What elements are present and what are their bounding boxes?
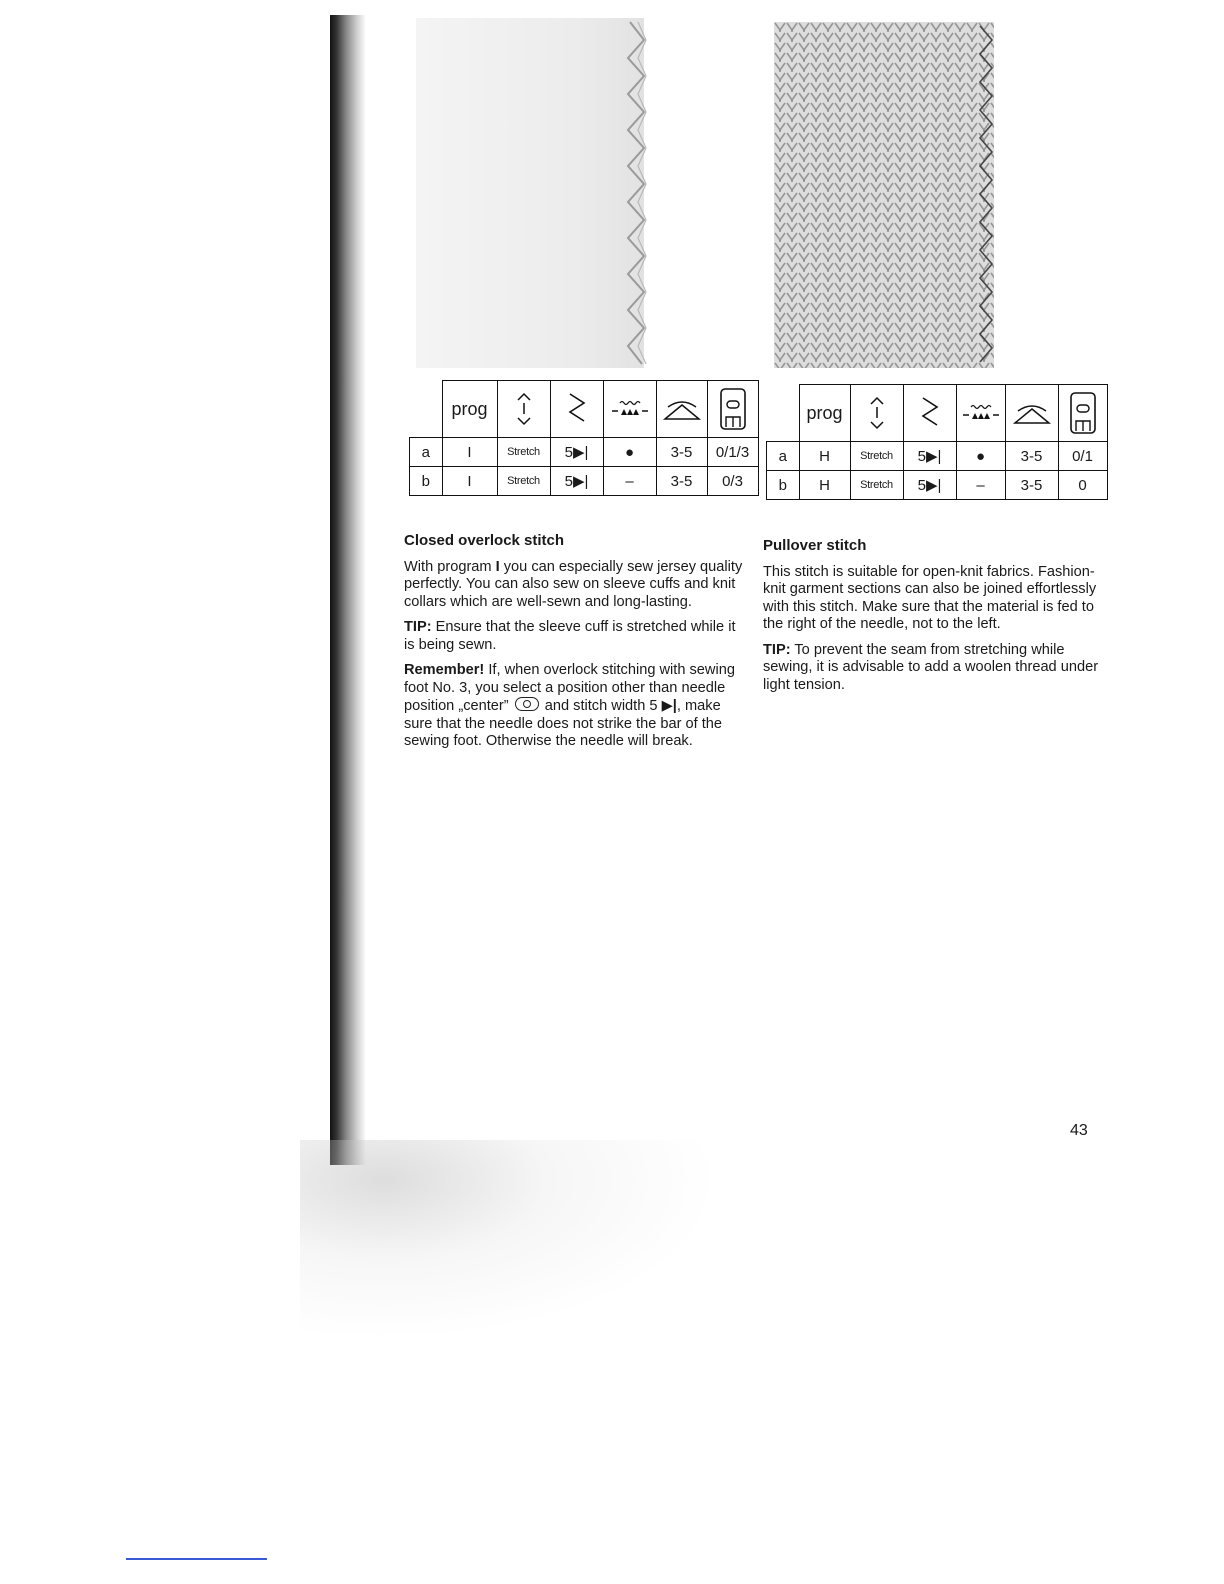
prog-value: H: [799, 442, 850, 471]
pullover-section: [763, 537, 1105, 702]
presser-foot-icon: [707, 381, 758, 438]
pullover-settings-table: [766, 384, 1108, 500]
overlock-section: [404, 532, 746, 759]
tension-value: 3-5: [1005, 471, 1058, 500]
remember-text: and stitch width 5: [540, 698, 662, 714]
foot-value: 0: [1058, 471, 1107, 500]
tension-value: 3-5: [1005, 442, 1058, 471]
stitch-width-icon: [550, 381, 603, 438]
thread-tension-icon: [656, 381, 707, 438]
presser-foot-icon: [1058, 385, 1107, 442]
feed-dog-value: –: [956, 471, 1005, 500]
paragraph: This stitch is suitable for open-knit fabrics. Fashion-knit garment sections can also be joined effortlessly with this stitch. Make sure that the material is fed to the right of the needle, not to the left.: [763, 563, 1097, 632]
blank-cell: [767, 385, 800, 442]
feed-dog-icon: [956, 385, 1005, 442]
stretch-value: Stretch: [497, 467, 550, 496]
width-value: 5▶|: [903, 442, 956, 471]
scan-edge-line: [126, 1558, 267, 1560]
tip-label: TIP:: [763, 641, 791, 658]
table-row: [767, 442, 1108, 471]
thread-tension-icon: [1005, 385, 1058, 442]
overlock-settings-table: [409, 380, 759, 496]
needle-center-icon: [515, 697, 539, 711]
foot-value: 0/1: [1058, 442, 1107, 471]
prog-value: H: [799, 471, 850, 500]
paragraph: [404, 559, 746, 612]
page-number: 43: [1070, 1122, 1088, 1139]
program-letter: I: [495, 558, 500, 575]
tip-text: Ensure that the sleeve cuff is stretched while it is being sewn.: [404, 619, 736, 653]
table-row: [410, 467, 759, 496]
stitch-width-icon: [903, 385, 956, 442]
prog-value: I: [442, 467, 497, 496]
tip-label: TIP:: [404, 619, 432, 635]
overlock-stitch-photo: [416, 18, 656, 368]
foot-value: 0/3: [707, 467, 758, 496]
foot-value: 0/1/3: [707, 438, 758, 467]
width-symbol: ▶|: [661, 698, 677, 714]
row-label: a: [410, 438, 443, 467]
width-value: 5▶|: [550, 467, 603, 496]
paragraph-text: you can especially sew jersey quality perfectly. You can also sew on sleeve cuffs and knit collars which are well-sewn and long-lasting.: [404, 558, 743, 610]
feed-dog-value: ●: [603, 438, 656, 467]
width-value: 5▶|: [903, 471, 956, 500]
section-title: Closed overlock stitch: [404, 532, 565, 549]
feed-dog-value: –: [603, 467, 656, 496]
tip-text: To prevent the seam from stretching while sewing, it is advisable to add a woolen thread under light tension.: [763, 641, 1099, 693]
pullover-stitch-photo: [774, 22, 1006, 372]
prog-header: prog: [799, 385, 850, 442]
prog-value: I: [442, 438, 497, 467]
section-title: Pullover stitch: [763, 537, 867, 554]
tension-value: 3-5: [656, 438, 707, 467]
feed-dog-icon: [603, 381, 656, 438]
stretch-value: Stretch: [850, 442, 903, 471]
stretch-value: Stretch: [497, 438, 550, 467]
row-label: b: [410, 467, 443, 496]
remember-text: If, when overlock stitching with sewing foot No. 3, you select a position other than needle position „center”: [404, 662, 735, 714]
page-shadow: [300, 1140, 720, 1340]
table-row: [767, 471, 1108, 500]
paragraph-text: With program: [404, 558, 496, 575]
tension-value: 3-5: [656, 467, 707, 496]
blank-cell: [410, 381, 443, 438]
prog-header: prog: [442, 381, 497, 438]
stretch-value: Stretch: [850, 471, 903, 500]
remember-text: , make sure that the needle does not strike the bar of the sewing foot. Otherwise the needle will break.: [404, 698, 723, 749]
tip-paragraph: [763, 642, 1105, 695]
remember-label: Remember!: [404, 662, 485, 678]
needle-position-icon: [497, 381, 550, 438]
tip-paragraph: [404, 619, 746, 654]
needle-position-icon: [850, 385, 903, 442]
book-spine-shadow: [330, 15, 366, 1165]
remember-paragraph: [404, 662, 746, 751]
row-label: b: [767, 471, 800, 500]
table-row: [410, 438, 759, 467]
width-value: 5▶|: [550, 438, 603, 467]
row-label: a: [767, 442, 800, 471]
feed-dog-value: ●: [956, 442, 1005, 471]
